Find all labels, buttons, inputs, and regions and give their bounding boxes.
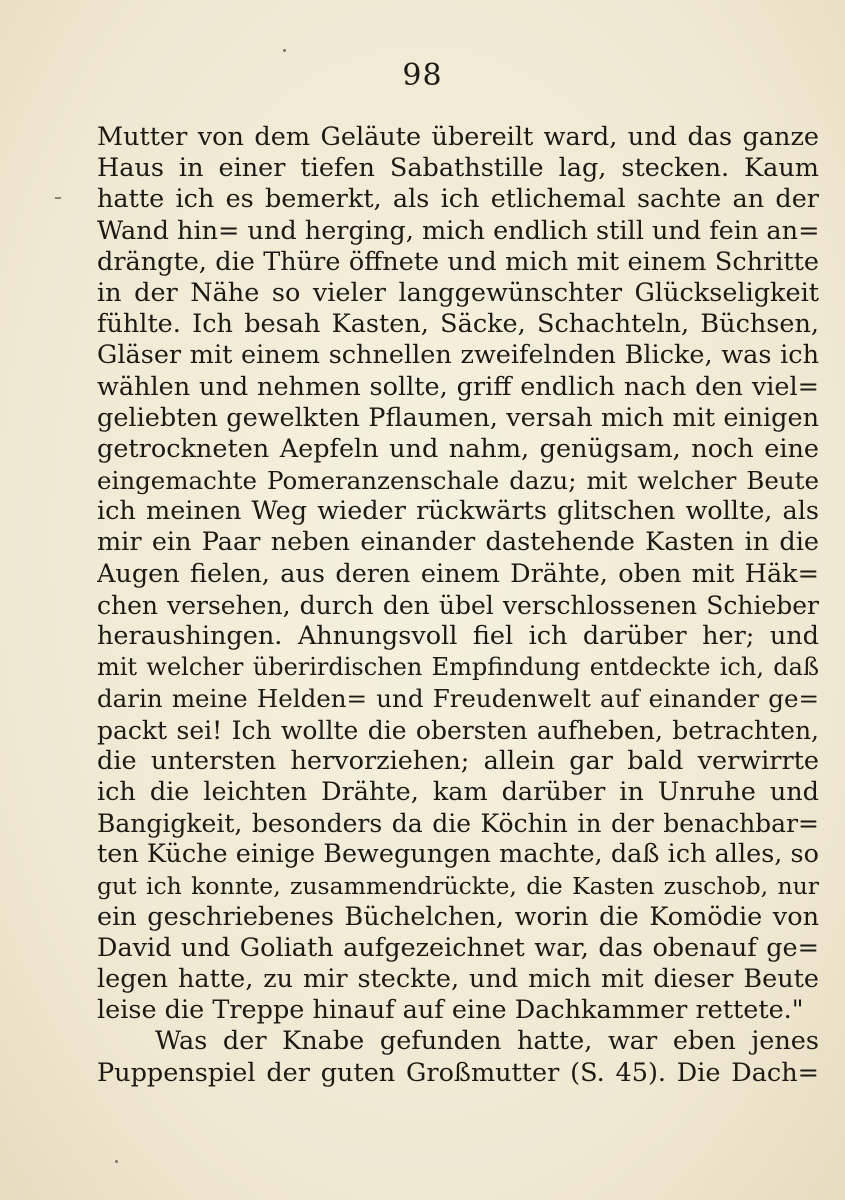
text-line: getrockneten Aepfeln und nahm, genügsam, noch eine xyxy=(97,433,819,464)
body-text xyxy=(97,122,819,1089)
text-line: ich meinen Weg wieder rückwärts glitschen wollte, als xyxy=(97,496,819,527)
text-line: Was der Knabe gefunden hatte, war eben jenes xyxy=(155,1026,819,1057)
page-number: 98 xyxy=(402,58,443,93)
text-line: chen versehen, durch den übel verschlossenen Schieber xyxy=(97,590,819,620)
text-line: darin meine Helden= und Freudenwelt auf einander ge= xyxy=(97,684,819,714)
text-line: ten Küche einige Bewegungen machte, daß ich alles, so xyxy=(97,839,819,870)
text-line: heraushingen. Ahnungsvoll fiel ich darüber her; und xyxy=(97,621,819,651)
text-line: leise die Treppe hinauf auf eine Dachkammer rettete." xyxy=(97,995,804,1026)
text-line: Gläser mit einem schnellen zweifelnden Blicke, was ich xyxy=(97,340,819,371)
text-line: fühlte. Ich besah Kasten, Säcke, Schachteln, Büchsen, xyxy=(97,309,819,340)
text-line: Augen fielen, aus deren einem Drähte, oben mit Häk= xyxy=(97,558,819,589)
text-line: Haus in einer tiefen Sabathstille lag, stecken. Kaum xyxy=(97,153,819,184)
text-line: ein geschriebenes Büchelchen, worin die Komödie von xyxy=(97,901,819,932)
text-line: ich die leichten Drähte, kam darüber in Unruhe und xyxy=(97,776,819,807)
text-line: Mutter von dem Geläute übereilt ward, und das ganze xyxy=(97,122,819,152)
margin-mark xyxy=(55,197,61,199)
paper-speck xyxy=(283,49,286,52)
text-line: mit welcher überirdischen Empfindung entdeckte ich, daß xyxy=(97,653,819,682)
text-line: mir ein Paar neben einander dastehende Kasten in die xyxy=(97,527,819,558)
paper-speck xyxy=(115,1160,118,1163)
text-line: David und Goliath aufgezeichnet war, das obenauf ge= xyxy=(97,932,819,963)
text-line: wählen und nehmen sollte, griff endlich nach den viel= xyxy=(97,371,819,402)
text-line: hatte ich es bemerkt, als ich etlichemal sachte an der xyxy=(97,184,819,215)
text-line: Wand hin= und herging, mich endlich still und fein an= xyxy=(97,215,819,246)
text-line: legen hatte, zu mir steckte, und mich mit dieser Beute xyxy=(97,964,819,995)
text-line: drängte, die Thüre öffnete und mich mit einem Schritte xyxy=(97,246,819,277)
text-line: in der Nähe so vieler langgewünschter Glückseligkeit xyxy=(97,277,819,308)
text-line: die untersten hervorziehen; allein gar bald verwirrte xyxy=(97,745,819,776)
text-line: geliebten gewelkten Pflaumen, versah mich mit einigen xyxy=(97,402,819,433)
text-line: eingemachte Pomeranzenschale dazu; mit welcher Beute xyxy=(97,466,819,496)
text-line: gut ich konnte, zusammendrückte, die Kasten zuschob, nur xyxy=(97,871,819,900)
text-line: Puppenspiel der guten Großmutter (S. 45). Die Dach= xyxy=(97,1057,819,1088)
text-line: packt sei! Ich wollte die obersten aufheben, betrachten, xyxy=(97,715,819,745)
text-line: Bangigkeit, besonders da die Köchin in der benachbar= xyxy=(97,809,819,839)
